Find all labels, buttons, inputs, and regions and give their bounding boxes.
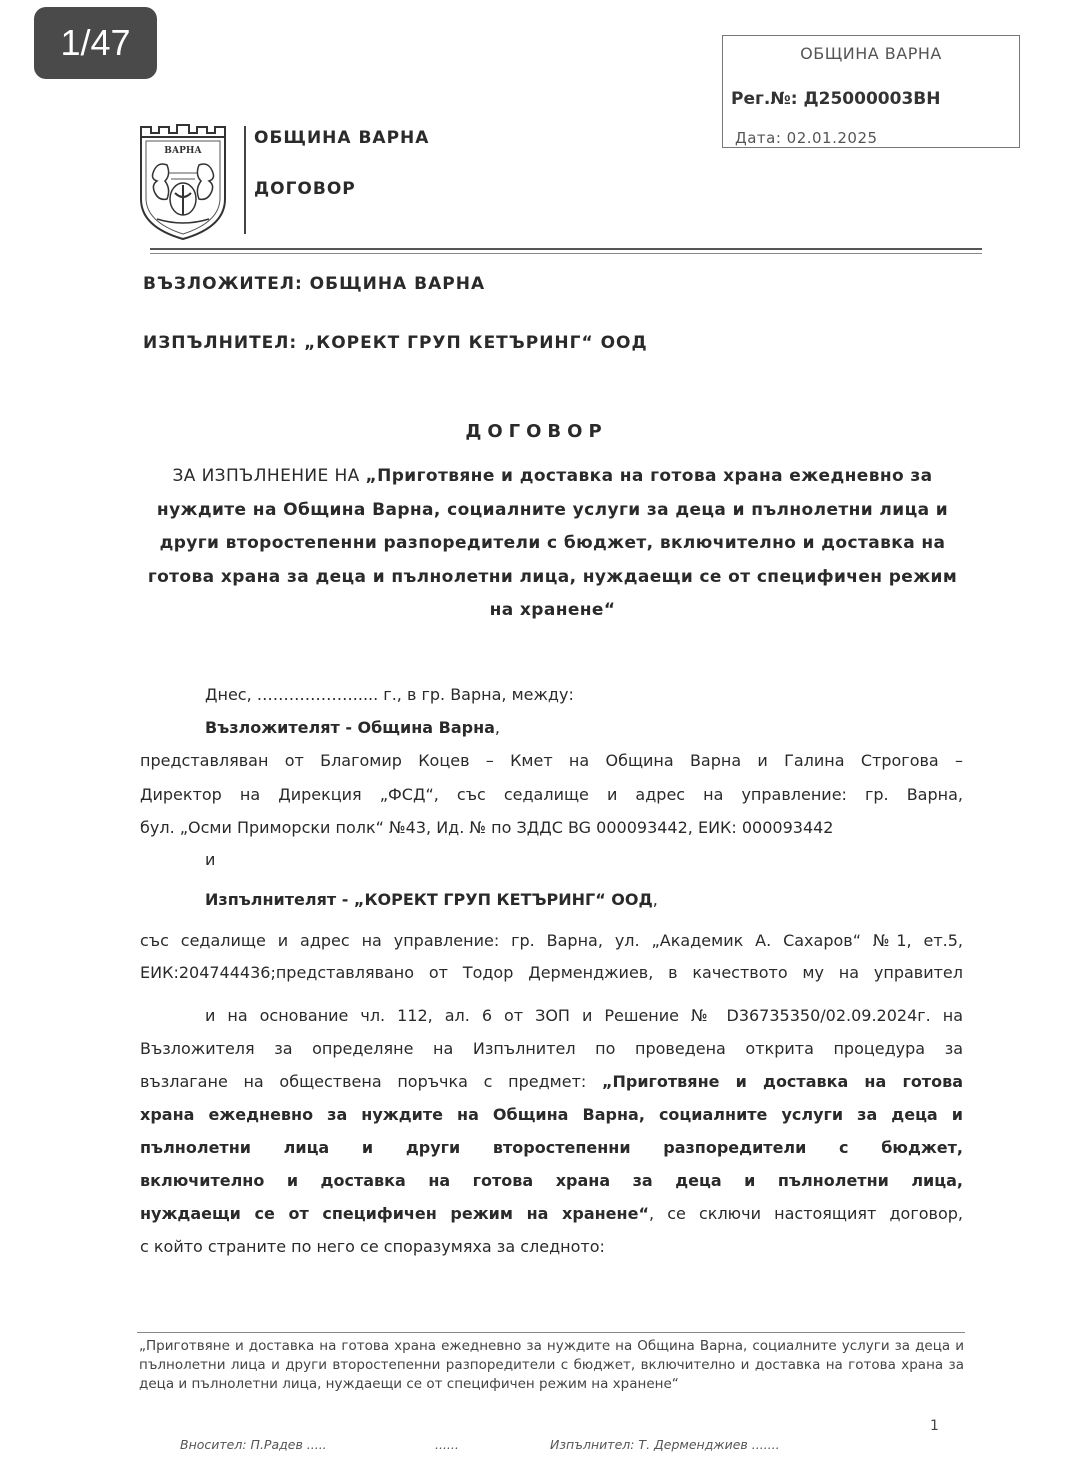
basis-line-3 (140, 1072, 963, 1091)
document-title: ДОГОВОР (465, 421, 608, 442)
registry-org: ОБЩИНА ВАРНА (800, 44, 942, 63)
basis-line-6: включително и доставка на готова храна за деца и пълнолетни лица, (140, 1171, 963, 1190)
signature-middle: ...... (435, 1437, 459, 1452)
contractor-name-text: Изпълнителят - „КОРЕКТ ГРУП КЕТЪРИНГ“ ООД (205, 890, 653, 909)
basis-line-7-bold: нуждаещи се от специфичен режим на хранене“ (140, 1204, 649, 1223)
contract-subject (140, 460, 965, 628)
contract-date-line: Днес, ………………..... г., в гр. Варна, между: (205, 685, 574, 704)
varna-crest-icon (137, 123, 229, 241)
signature-contractor: Изпълнител: Т. Дерменджиев ....... (550, 1437, 780, 1452)
assignor-name-end: , (494, 718, 501, 737)
basis-line-7 (140, 1204, 963, 1223)
basis-line-4: храна ежедневно за нуждите на Община Варна, социалните услуги за деца и (140, 1105, 963, 1124)
signature-submitter: Вносител: П.Радев ..... (180, 1437, 327, 1452)
basis-line-3-plain: възлагане на обществена поръчка с предмет: (140, 1072, 602, 1091)
assignor-rep-line-3: бул. „Осми Приморски полк“ №43, Ид. № по ЗДДС BG 000093442, ЕИК: 000093442 (140, 818, 834, 837)
subject-text: „Приготвяне и доставка на готова храна ежедневно за нуждите на Община Варна, социалните услуги за деца и пълнолетни лица и други второстепенни разпоредители с бюджет, включително и доставка на готова храна за деца и пълнолетни лица, нуждаещи се от специфичен режим на хранене“ (147, 466, 958, 620)
svg-text:ВАРНА: ВАРНА (164, 146, 202, 156)
subject-prefix: ЗА ИЗПЪЛНЕНИЕ НА (172, 466, 366, 486)
contractor-name-end: , (652, 890, 658, 909)
registry-date: Дата: 02.01.2025 (735, 129, 878, 147)
basis-line-7-plain: , се сключи настоящият договор, (648, 1204, 964, 1223)
footer-rule (137, 1332, 965, 1333)
header-org: ОБЩИНА ВАРНА (254, 128, 430, 148)
assignor-party: ВЪЗЛОЖИТЕЛ: ОБЩИНА ВАРНА (143, 274, 486, 294)
assignor-name-text: Възложителят - Община Варна (205, 718, 495, 737)
header-divider (244, 126, 246, 234)
basis-line-2: Възложителя за определяне на Изпълнител по проведена открита процедура за (140, 1039, 963, 1058)
and-conjunction: и (205, 850, 216, 869)
page-number: 1 (930, 1418, 939, 1434)
contractor-rep-line: ЕИК:204744436;представлявано от Тодор Дерменджиев, в качеството му на управител (140, 963, 963, 982)
registry-number: Рег.№: Д25000003ВН (731, 89, 941, 109)
footer-note: „Приготвяне и доставка на готова храна ежедневно за нуждите на Община Варна, социалните услуги за деца и пълнолетни лица и други второстепенни разпоредители с бюджет, включително и доставка на готова храна за деца и пълнолетни лица, нуждаещи се от специфичен режим на хранене“ (139, 1338, 964, 1392)
page-counter-badge: 1/47 (34, 7, 157, 79)
basis-line-1: и на основание чл. 112, ал. 6 от ЗОП и Решение № D36735350/02.09.2024г. на (205, 1006, 963, 1025)
header-rule-thin (150, 253, 982, 254)
contractor-name (205, 890, 658, 909)
basis-line-3-bold: „Приготвяне и доставка на готова (601, 1072, 963, 1091)
contractor-party: ИЗПЪЛНИТЕЛ: „КОРЕКТ ГРУП КЕТЪРИНГ“ ООД (143, 333, 648, 353)
contractor-address-line: със седалище и адрес на управление: гр. Варна, ул. „Академик А. Сахаров“ №1, ет.5, (140, 931, 963, 950)
header-doc-type: ДОГОВОР (254, 179, 356, 199)
assignor-name (205, 718, 500, 737)
registry-stamp (722, 35, 1020, 148)
assignor-rep-line-2: Директор на Дирекция „ФСД“, със седалище и адрес на управление: гр. Варна, (140, 785, 963, 804)
basis-line-5: пълнолетни лица и други второстепенни разпоредители с бюджет, (140, 1138, 963, 1157)
header-rule (150, 248, 982, 250)
basis-line-8: с който страните по него се споразумяха за следното: (140, 1237, 605, 1256)
assignor-rep-line-1: представляван от Благомир Коцев – Кмет на Община Варна и Галина Строгова – (140, 751, 963, 770)
